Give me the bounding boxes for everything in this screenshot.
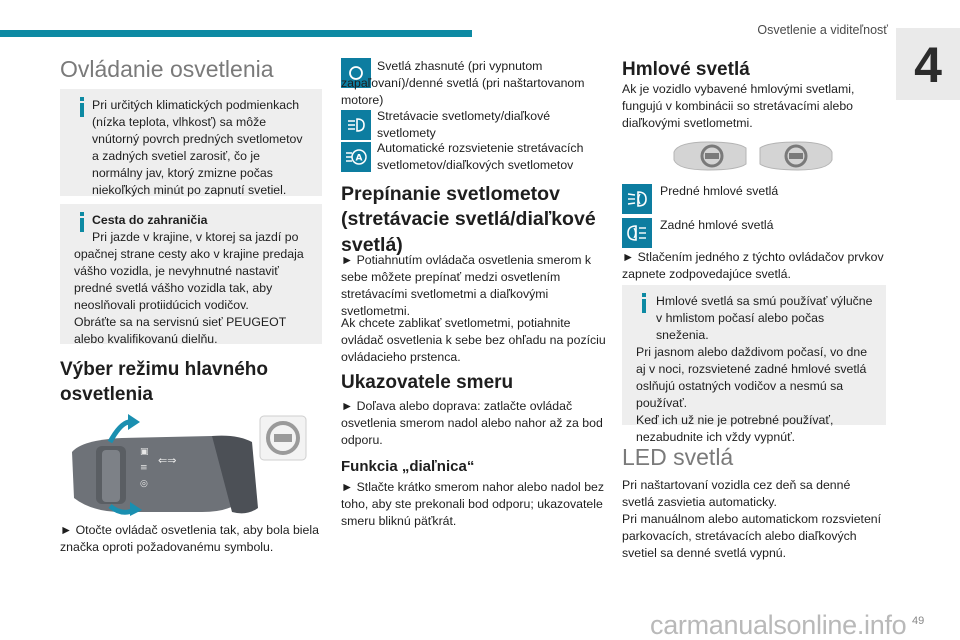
note-text: Pri určitých klimatických podmienkach (nízka teplota, vlhkosť) sa môže vnútorný povrch predných svetlometov a zadných svetiel zarosiť, čo je normálny jav, ktorý zmizne počas niekoľkých minút po zapnutí svetiel. <box>92 98 303 197</box>
note-condensation <box>60 89 322 196</box>
section-title-fog-lights: Hmlové svetlá <box>622 59 750 80</box>
mode-instruction: ► Otočte ovládač osvetlenia tak, aby bola biela značka oproti požadovanému symbolu. <box>60 523 319 554</box>
headlamp-icon <box>341 110 371 140</box>
rear-fog-label: Zadné hmlové svetlá <box>660 218 774 232</box>
info-icon <box>74 211 90 233</box>
section-title-beam-switching: Prepínanie svetlometov (stretávacie svetlá/diaľkové svetlá) <box>341 183 596 256</box>
section-title-led-lights: LED svetlá <box>622 444 734 470</box>
section-title-lighting-control: Ovládanie osvetlenia <box>60 56 274 82</box>
symbol-row-front-fog <box>622 184 652 214</box>
symbol-row-low-high-beam <box>341 110 371 140</box>
rear-fog-light-icon <box>622 218 652 248</box>
chapter-tab <box>896 28 960 100</box>
section-title-mode-selection: Výber režimu hlavného osvetlenia <box>60 359 269 405</box>
fog-press-text: ► Stlačením jedného z týchto ovládačov prvkov zapnete zodpovedajúce svetlá. <box>622 250 884 281</box>
note-heading: Cesta do zahraničia <box>92 213 208 227</box>
indicators-text: ► Doľava alebo doprava: zatlačte ovládač osvetlenia smerom nadol alebo nahor až za bod odporu. <box>341 399 603 447</box>
header-title: Osvetlenie a viditeľnosť <box>757 23 888 37</box>
watermark: carmanualsonline.info <box>650 610 907 640</box>
beam-flash-text: Ak chcete zablikať svetlometmi, potiahnite ovládač osvetlenia k sebe bez ohľadu na pozíciu ovládacieho prstenca. <box>341 316 606 364</box>
svg-text:◎: ◎ <box>140 479 148 489</box>
info-icon <box>74 96 90 118</box>
note-text-2: Obráťte sa na servisnú sieť PEUGEOT alebo kvalifikovanú dielňu. <box>74 315 286 346</box>
symbol-row-rear-fog <box>622 218 652 248</box>
header-accent-bar <box>0 30 472 37</box>
auto-headlamp-icon <box>341 142 371 172</box>
front-fog-label: Predné hmlové svetlá <box>660 184 779 198</box>
front-fog-light-icon <box>622 184 652 214</box>
highway-text: ► Stlačte krátko smerom nahor alebo nadol bez toho, aby ste prekonali bod odporu; ukazovatele smeru bliknú päťkrát. <box>341 480 605 528</box>
led-text-1: Pri naštartovaní vozidla cez deň sa denné svetlá zasvietia automaticky. <box>622 478 851 509</box>
symbol-label-low-high-beam: Stretávacie svetlomety/diaľkové svetlomety <box>377 109 551 140</box>
fog-intro-text: Ak je vozidlo vybavené hmlovými svetlami, fungujú v kombinácii so stretávacími alebo diaľkovými svetlometmi. <box>622 82 855 130</box>
chapter-number: 4 <box>914 37 942 93</box>
lighting-stalk-illustration <box>62 412 314 516</box>
note-fog-usage <box>622 285 886 444</box>
note-text: Pri jazde v krajine, v ktorej sa jazdí po opačnej strane cesty ako v krajine predaja vášho vozidla, je nevyhnutné nastaviť predné svetlá vášho vozidla tak, aby neoslňovali protiidúcich vodičov. <box>74 230 304 312</box>
symbol-label-lights-off: Svetlá zhasnuté (pri vypnutom zapaľovaní)/denné svetlá (pri naštartovanom motore) <box>341 59 585 107</box>
symbol-label-auto-lights: Automatické rozsvietenie stretávacích svetlometov/diaľkových svetlometov <box>377 141 584 172</box>
fog-light-switches-illustration <box>668 138 838 174</box>
note-text-2: Pri jasnom alebo daždivom počasí, vo dne aj v noci, rozsvietené zadné hmlové svetlá oslňujú ostatných vodičov a nesmú sa používať. <box>636 345 868 410</box>
symbol-row-auto-lights <box>341 142 371 172</box>
note-text-3: Keď ich už nie je potrebné používať, nezabudnite ich vždy vypnúť. <box>636 413 834 444</box>
svg-text:▣: ▣ <box>140 447 149 457</box>
note-travel-abroad <box>60 204 322 344</box>
note-text: Hmlové svetlá sa smú používať výlučne v hmlistom počasí alebo počas sneženia. <box>656 294 873 342</box>
svg-text:⇐⇒: ⇐⇒ <box>158 454 177 467</box>
info-icon <box>636 292 652 314</box>
led-text-2: Pri manuálnom alebo automatickom rozsvietení parkovacích, stretávacích alebo diaľkových svetiel sa denné svetlá vypnú. <box>622 512 882 560</box>
page-number: 49 <box>912 615 925 627</box>
svg-text:≡: ≡ <box>140 463 148 473</box>
svg-text:A: A <box>355 153 363 164</box>
section-title-indicators: Ukazovatele smeru <box>341 372 514 393</box>
subsection-title-highway: Funkcia „diaľnica“ <box>341 458 475 475</box>
beam-switching-text: ► Potiahnutím ovládača osvetlenia smerom k sebe môžete prepínať medzi osvetlením stretávacími svetlometmi a diaľkovými svetlometmi. <box>341 253 592 318</box>
